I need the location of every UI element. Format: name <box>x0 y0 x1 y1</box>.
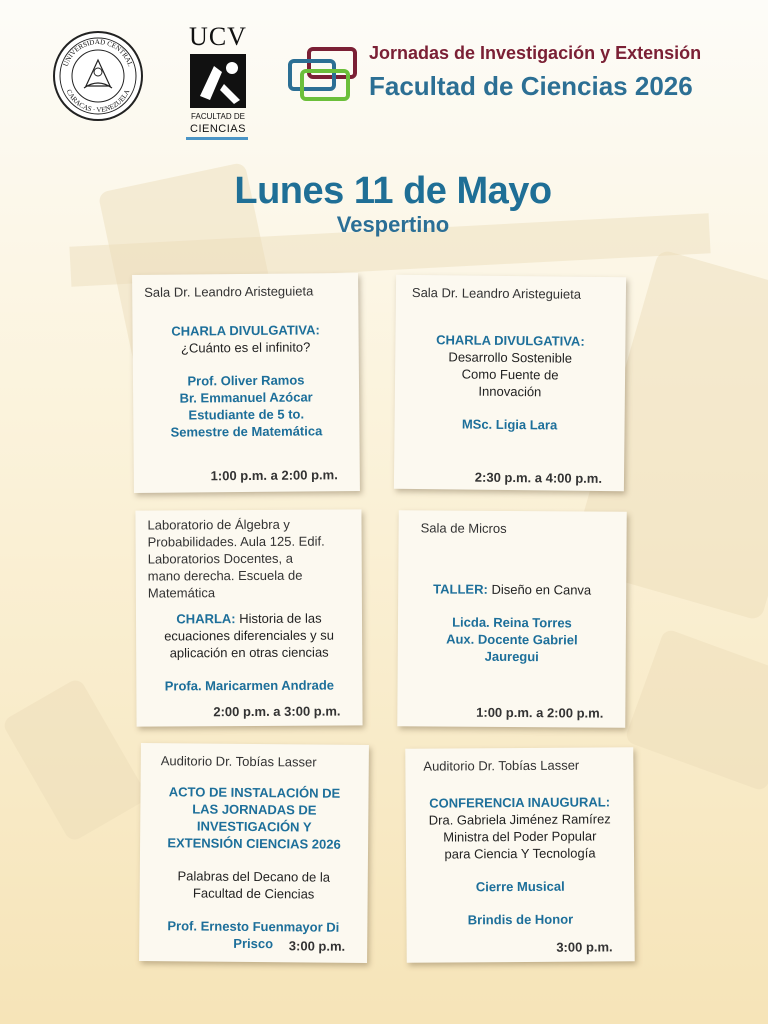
card-topic: ¿Cuánto es el infinito? <box>180 339 311 356</box>
ucv-sub-line1: FACULTAD DE <box>191 112 245 121</box>
card-speaker: Prisco <box>233 935 274 952</box>
card-location: Auditorio Dr. Tobías Lasser <box>423 757 580 774</box>
ucv-letters: UCV <box>189 22 247 51</box>
card-location <box>147 515 357 601</box>
seal-text-bottom: CARACAS · VENEZUELA <box>64 88 132 115</box>
card-extra: Cierre Musical <box>475 878 565 895</box>
card-body <box>139 783 368 953</box>
schedule-card <box>135 509 362 726</box>
card-location: Auditorio Dr. Tobías Lasser <box>160 753 317 770</box>
card-time: 2:00 p.m. a 3:00 p.m. <box>213 703 341 720</box>
ucv-sub-line2: CIENCIAS <box>190 123 246 135</box>
card-topic: Palabras del Decano de la <box>177 868 331 885</box>
card-location: Sala de Micros <box>420 520 507 536</box>
card-time: 2:30 p.m. a 4:00 p.m. <box>474 469 603 486</box>
background-shape <box>624 628 768 792</box>
ucv-underline <box>186 137 248 140</box>
card-time: 1:00 p.m. a 2:00 p.m. <box>210 467 338 484</box>
card-body <box>136 609 362 694</box>
card-location: Sala Dr. Leandro Aristeguieta <box>144 283 314 300</box>
event-logo-icon <box>287 46 359 102</box>
card-location-line: Laboratorios Docentes, a <box>147 550 293 567</box>
card-body <box>394 331 625 434</box>
card-speaker: Estudiante de 5 to. <box>188 406 305 423</box>
card-speaker: Prof. Ernesto Fuenmayor Di <box>167 918 340 935</box>
card-type: CHARLA DIVULGATIVA: <box>171 322 320 339</box>
card-topic: para Ciencia Y Tecnología <box>444 845 596 862</box>
card-time: 3:00 p.m. <box>556 939 613 955</box>
card-type: CHARLA: <box>176 611 236 627</box>
background-shape <box>1 677 149 843</box>
card-topic: Historia de las <box>239 610 322 627</box>
card-topic: aplicación en otras ciencias <box>169 644 329 661</box>
card-type: LAS JORNADAS DE <box>192 801 317 818</box>
card-speaker: Jauregui <box>484 648 539 665</box>
card-location-line: Matemática <box>147 585 216 601</box>
card-speaker: Prof. Oliver Ramos <box>187 372 305 389</box>
card-speaker: Br. Emmanuel Azócar <box>179 389 313 406</box>
card-topic: Ministra del Poder Popular <box>443 828 597 845</box>
card-type: TALLER: <box>433 581 488 597</box>
card-body <box>406 793 635 929</box>
ucv-logo <box>186 24 250 140</box>
card-topic: ecuaciones diferenciales y su <box>164 627 335 644</box>
card-body <box>132 321 359 441</box>
schedule-card <box>405 747 634 963</box>
card-time: 3:00 p.m. <box>288 938 346 954</box>
event-title-line1: Jornadas de Investigación y Extensión <box>369 43 702 63</box>
card-topic: Innovación <box>478 383 542 400</box>
event-title-line2: Facultad de Ciencias 2026 <box>369 71 693 101</box>
card-location-line: Probabilidades. Aula 125. Edif. <box>147 533 325 550</box>
card-extra: Brindis de Honor <box>467 911 574 928</box>
seal-text-top: UNIVERSIDAD CENTRAL <box>61 37 135 68</box>
card-speaker: Profa. Maricarmen Andrade <box>164 677 335 694</box>
card-type: EXTENSIÓN CIENCIAS 2026 <box>167 835 341 852</box>
card-type: ACTO DE INSTALACIÓN DE <box>168 784 341 801</box>
ucv-faculty-mark-icon <box>188 52 248 110</box>
card-topic: Facultad de Ciencias <box>192 885 315 902</box>
card-location-line: Laboratorio de Álgebra y <box>147 516 290 533</box>
university-seal-logo <box>52 30 144 122</box>
card-speaker: Semestre de Matemática <box>170 423 323 440</box>
card-speaker: Licda. Reina Torres <box>452 614 572 631</box>
card-topic: Como Fuente de <box>461 366 559 383</box>
card-topic: Diseño en Canva <box>491 581 592 598</box>
card-topic: Dra. Gabriela Jiménez Ramírez <box>428 811 611 828</box>
schedule-card <box>397 510 627 728</box>
card-speaker: MSc. Ligia Lara <box>461 416 558 433</box>
schedule-card <box>132 273 360 493</box>
card-body <box>398 580 627 666</box>
day-subtitle: Vespertino <box>336 212 450 237</box>
card-type: INVESTIGACIÓN Y <box>196 818 312 835</box>
card-time: 1:00 p.m. a 2:00 p.m. <box>476 704 604 721</box>
schedule-card <box>394 275 626 491</box>
card-topic: Desarrollo Sostenible <box>448 349 573 366</box>
card-location-line: mano derecha. Escuela de <box>147 567 303 584</box>
card-type: CONFERENCIA INAUGURAL: <box>429 794 611 811</box>
card-speaker: Aux. Docente Gabriel <box>446 631 578 648</box>
schedule-card <box>139 743 369 963</box>
day-title: Lunes 11 de Mayo <box>234 170 552 212</box>
card-type: CHARLA DIVULGATIVA: <box>436 332 585 349</box>
card-location: Sala Dr. Leandro Aristeguieta <box>411 284 582 302</box>
